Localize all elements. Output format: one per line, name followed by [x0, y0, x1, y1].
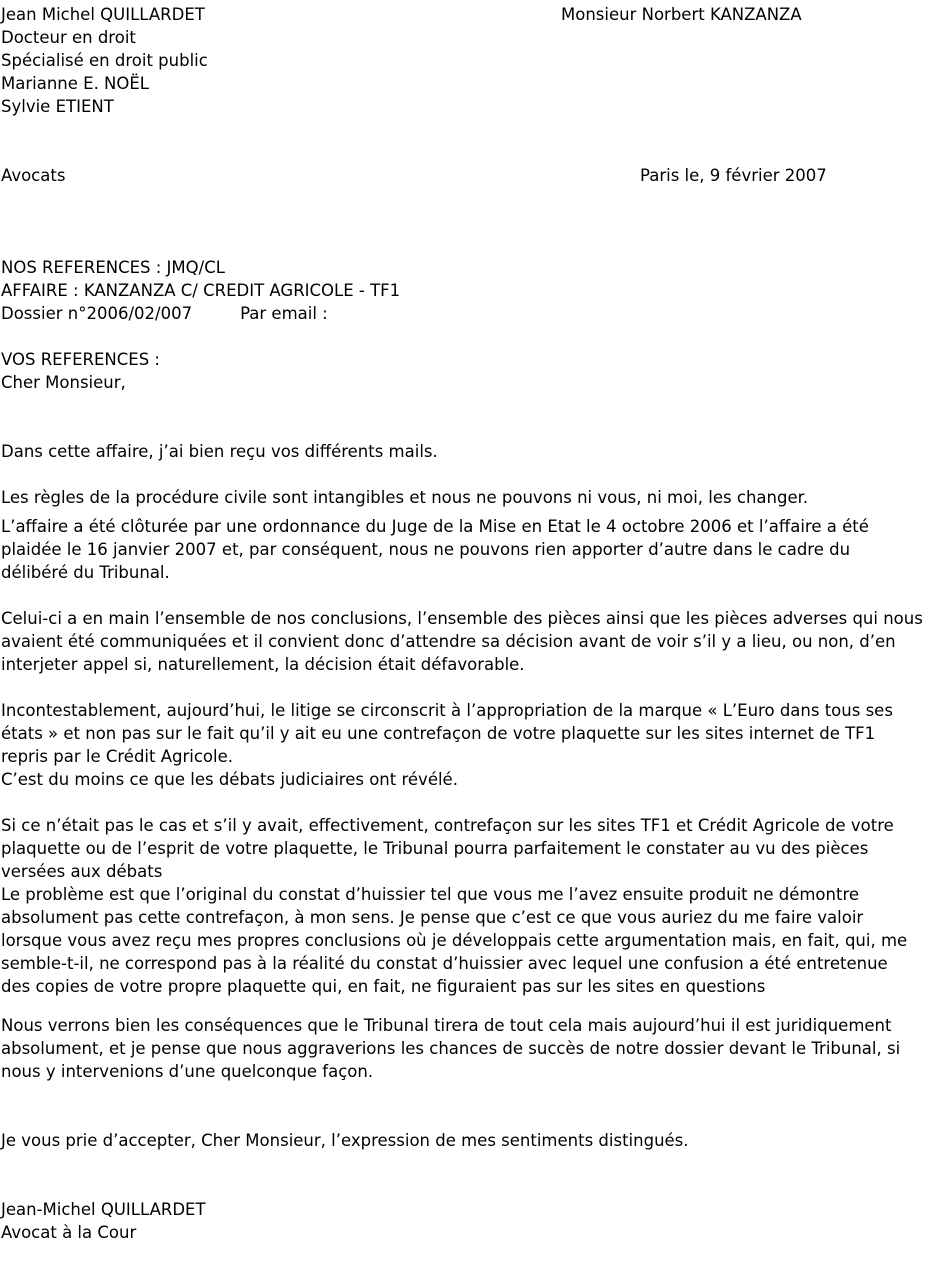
signature-title: Avocat à la Cour — [1, 1223, 137, 1242]
paragraph-line: Nous verrons bien les conséquences que le Tribunal tirera de tout cela mais aujourd’hui il est juridiquement — [1, 1016, 892, 1035]
salutation: Cher Monsieur, — [1, 373, 126, 392]
paragraph-line: absolument, et je pense que nous aggraverions les chances de succès de notre dossier devant le Tribunal, si — [1, 1039, 901, 1058]
recipient-name: Monsieur Norbert KANZANZA — [561, 5, 802, 24]
paragraph-line: Celui-ci a en main l’ensemble de nos conclusions, l’ensemble des pièces ainsi que les pièces adverses qui nous — [1, 609, 923, 628]
paragraph-line: semble-t-il, ne correspond pas à la réalité du constat d’huissier avec lequel une confusion a été entretenue — [1, 954, 888, 973]
closing-formula: Je vous prie d’accepter, Cher Monsieur, l’expression de mes sentiments distingués. — [1, 1131, 689, 1150]
paragraph-6 — [1, 814, 907, 998]
signature-name: Jean-Michel QUILLARDET — [1, 1200, 206, 1219]
paragraph-line: délibéré du Tribunal. — [1, 563, 170, 582]
paragraph-line: Le problème est que l’original du constat d’huissier tel que vous me l’avez ensuite produit ne démontre — [1, 885, 860, 904]
associate-2: Sylvie ETIENT — [1, 97, 114, 116]
paragraph-line: interjeter appel si, naturellement, la décision était défavorable. — [1, 655, 525, 674]
file-reference-line — [1, 302, 328, 325]
paragraph-line: C’est du moins ce que les débats judiciaires ont révélé. — [1, 770, 458, 789]
your-references: VOS REFERENCES : — [1, 350, 160, 369]
paragraph-line: lorsque vous avez reçu mes propres conclusions où je développais cette argumentation mais, en fait, qui, me — [1, 931, 908, 950]
paragraph-1: Dans cette affaire, j’ai bien reçu vos différents mails. — [1, 442, 438, 461]
paragraph-4 — [1, 607, 923, 676]
letter-date: Paris le, 9 février 2007 — [640, 166, 827, 185]
paragraph-2: Les règles de la procédure civile sont intangibles et nous ne pouvons ni vous, ni moi, les changer. — [1, 488, 809, 507]
paragraph-line: L’affaire a été clôturée par une ordonnance du Juge de la Mise en Etat le 4 octobre 2006 et l’affaire a été — [1, 517, 869, 536]
delivery-method: Par email : — [240, 304, 328, 323]
case-reference: AFFAIRE : KANZANZA C/ CREDIT AGRICOLE - TF1 — [1, 281, 401, 300]
sender-title-2: Spécialisé en droit public — [1, 51, 208, 70]
paragraph-line: nous y intervenions d’une quelconque façon. — [1, 1062, 374, 1081]
our-references: NOS REFERENCES : JMQ/CL — [1, 258, 225, 277]
paragraph-line: Incontestablement, aujourd’hui, le litige se circonscrit à l’appropriation de la marque « L’Euro dans tous ses — [1, 701, 893, 720]
paragraph-5 — [1, 699, 893, 791]
paragraph-7 — [1, 1014, 900, 1083]
paragraph-line: repris par le Crédit Agricole. — [1, 747, 233, 766]
paragraph-line: versées aux débats — [1, 862, 163, 881]
paragraph-line: plaidée le 16 janvier 2007 et, par conséquent, nous ne pouvons rien apporter d’autre dans le cadre du — [1, 540, 851, 559]
paragraph-line: plaquette ou de l’esprit de votre plaquette, le Tribunal pourra parfaitement le constater au vu des pièces — [1, 839, 869, 858]
sender-title-1: Docteur en droit — [1, 28, 136, 47]
paragraph-line: états » et non pas sur le fait qu’il y ait eu une contrefaçon de votre plaquette sur les sites internet de TF1 — [1, 724, 876, 743]
paragraph-line: avaient été communiquées et il convient donc d’attendre sa décision avant de voir s’il y a lieu, ou non, d’en — [1, 632, 896, 651]
paragraph-line: Si ce n’était pas le cas et s’il y avait, effectivement, contrefaçon sur les sites TF1 et Crédit Agricole de votre — [1, 816, 894, 835]
sender-name: Jean Michel QUILLARDET — [1, 5, 205, 24]
associate-1: Marianne E. NOËL — [1, 74, 150, 93]
file-number: Dossier n°2006/02/007 — [1, 304, 193, 323]
paragraph-line: absolument pas cette contrefaçon, à mon sens. Je pense que c’est ce que vous auriez du me faire valoir — [1, 908, 864, 927]
paragraph-3 — [1, 515, 869, 584]
paragraph-line: des copies de votre propre plaquette qui, en fait, ne figuraient pas sur les sites en questions — [1, 977, 766, 996]
sender-role: Avocats — [1, 166, 66, 185]
